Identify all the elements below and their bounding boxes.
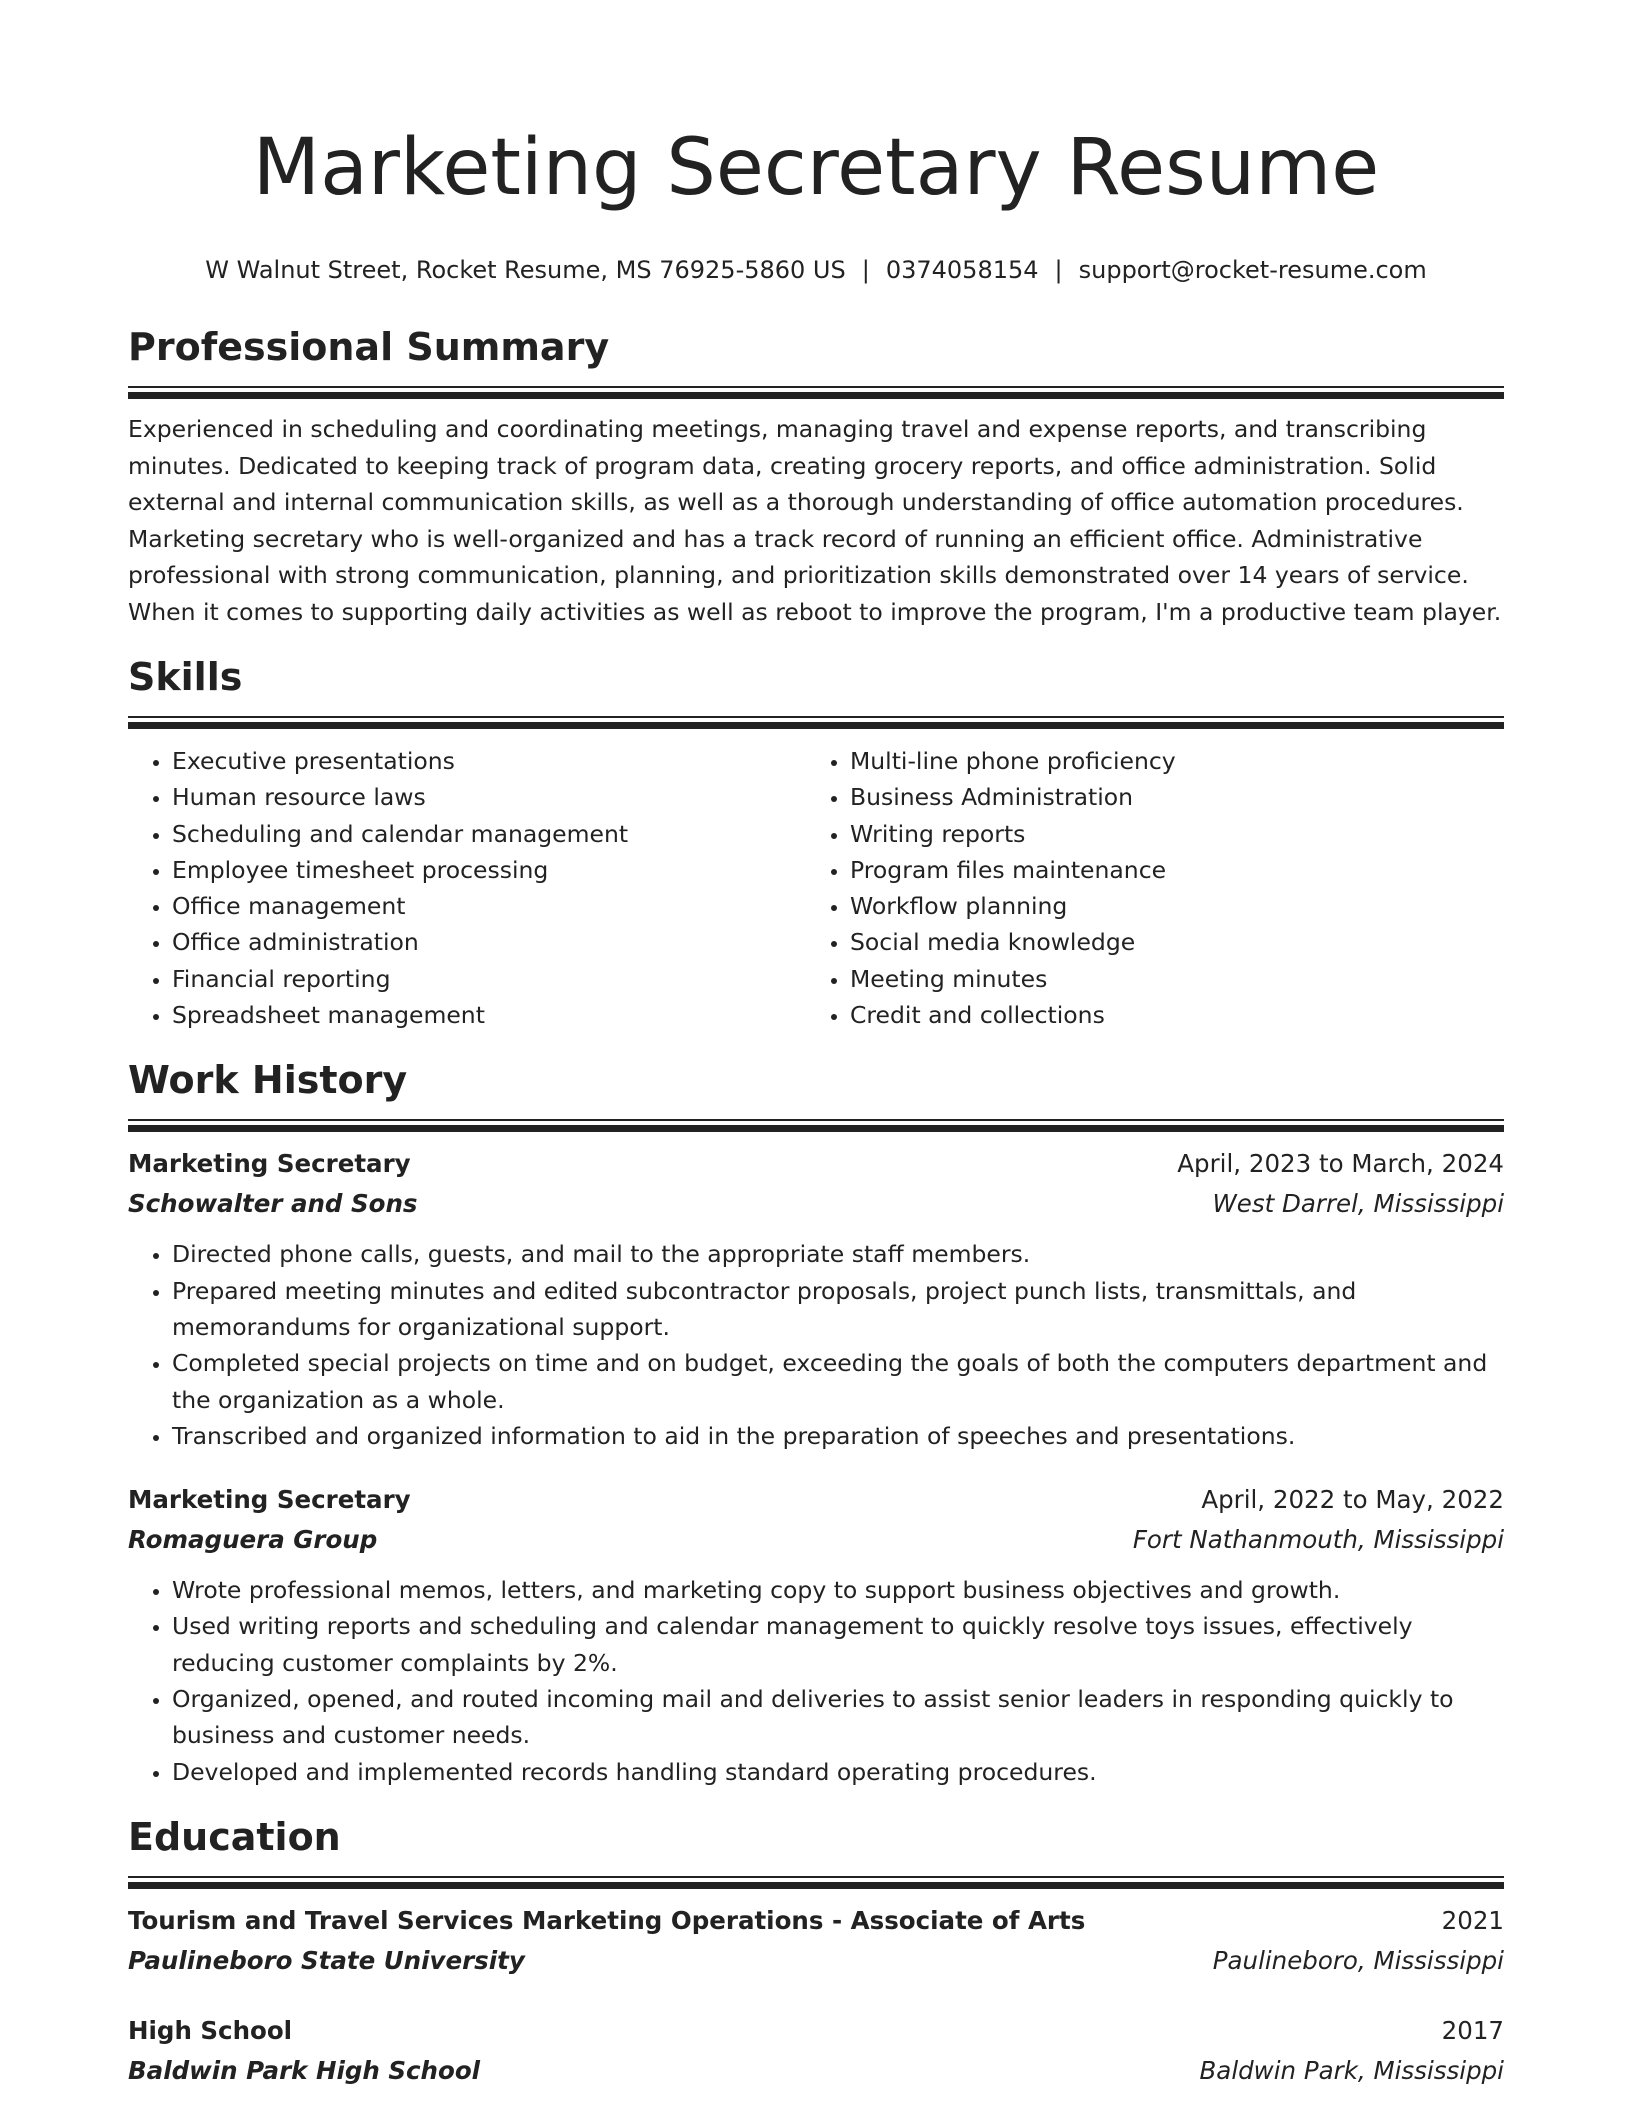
- skill-item: • Workflow planning: [850, 888, 1484, 924]
- skill-item: • Meeting minutes: [850, 961, 1484, 997]
- job-bullet: • Prepared meeting minutes and edited subcontractor proposals, project punch lists, transmittals, and memorandums for organizational support.: [172, 1273, 1504, 1346]
- skill-item: • Executive presentations: [172, 743, 806, 779]
- skill-item: • Human resource laws: [172, 779, 806, 815]
- skill-item: • Writing reports: [850, 816, 1484, 852]
- skill-item: • Financial reporting: [172, 961, 806, 997]
- education-entry: [128, 1901, 1504, 1981]
- job-dates: April, 2023 to March, 2024: [1177, 1149, 1504, 1179]
- skills-section: [128, 652, 1504, 1033]
- resume-title: Marketing Secretary Resume: [252, 123, 1380, 213]
- section-divider: [128, 1119, 1504, 1132]
- contact-phone: 0374058154: [885, 256, 1039, 284]
- skills-column-right: [806, 743, 1484, 1033]
- contact-line: [128, 252, 1504, 288]
- education-section: [128, 1812, 1504, 2091]
- education-degree: High School: [128, 2015, 293, 2045]
- contact-address: W Walnut Street, Rocket Resume, MS 76925-5860 US: [205, 256, 846, 284]
- education-school: Paulineboro State University: [128, 1945, 525, 1975]
- contact-separator: |: [861, 256, 870, 284]
- skill-item: • Multi-line phone proficiency: [850, 743, 1484, 779]
- summary-section: [128, 322, 1504, 630]
- skill-item: • Office management: [172, 888, 806, 924]
- education-degree: Tourism and Travel Services Marketing Operations - Associate of Arts: [128, 1905, 1086, 1935]
- skill-item: • Spreadsheet management: [172, 997, 806, 1033]
- skill-item: • Credit and collections: [850, 997, 1484, 1033]
- section-heading-education: Education: [128, 1814, 341, 1859]
- job-dates: April, 2022 to May, 2022: [1201, 1485, 1504, 1515]
- job-bullet: • Directed phone calls, guests, and mail to the appropriate staff members.: [172, 1236, 1504, 1272]
- job-bullet: • Developed and implemented records handling standard operating procedures.: [172, 1754, 1504, 1790]
- skill-item: • Scheduling and calendar management: [172, 816, 806, 852]
- job-bullet: • Used writing reports and scheduling and calendar management to quickly resolve toys issues, effectively reducing customer complaints by 2%.: [172, 1608, 1504, 1681]
- summary-text: Experienced in scheduling and coordinating meetings, managing travel and expense reports, and transcribing minutes. Dedicated to keeping track of program data, creating grocery reports, and office administration. Solid external and internal communication skills, as well as a thorough understanding of office automation procedures. Marketing secretary who is well-organized and has a track record of running an efficient office. Administrative professional with strong communication, planning, and prioritization skills demonstrated over 14 years of service. When it comes to supporting daily activities as well as reboot to improve the program, I'm a productive team player.: [128, 415, 1502, 626]
- contact-email[interactable]: support@rocket-resume.com: [1078, 256, 1427, 284]
- job-entry: [128, 1480, 1504, 1790]
- resume-page: [128, 0, 1504, 2091]
- job-entry: [128, 1144, 1504, 1454]
- contact-separator: |: [1054, 256, 1063, 284]
- job-location: West Darrel, Mississippi: [1212, 1189, 1504, 1219]
- job-company: Romaguera Group: [128, 1525, 378, 1555]
- section-heading-summary: Professional Summary: [128, 325, 610, 369]
- education-year: 2017: [1441, 2015, 1504, 2045]
- skill-item: • Office administration: [172, 924, 806, 960]
- job-company: Schowalter and Sons: [128, 1189, 418, 1219]
- job-bullet: • Wrote professional memos, letters, and marketing copy to support business objectives and growth.: [172, 1572, 1504, 1608]
- skill-item: • Business Administration: [850, 779, 1484, 815]
- skill-item: • Social media knowledge: [850, 924, 1484, 960]
- skills-columns: [128, 743, 1504, 1033]
- education-location: Paulineboro, Mississippi: [1212, 1945, 1504, 1975]
- section-heading-work: Work History: [128, 1058, 408, 1103]
- section-divider: [128, 1876, 1504, 1889]
- job-location: Fort Nathanmouth, Mississippi: [1132, 1525, 1504, 1555]
- education-entry: [128, 2011, 1504, 2091]
- work-section: [128, 1055, 1504, 1790]
- education-location: Baldwin Park, Mississippi: [1199, 2055, 1504, 2085]
- section-heading-skills: Skills: [128, 655, 243, 699]
- section-divider: [128, 716, 1504, 729]
- education-year: 2021: [1441, 1905, 1504, 1935]
- education-school: Baldwin Park High School: [128, 2055, 481, 2085]
- job-bullet: • Transcribed and organized information to aid in the preparation of speeches and presentations.: [172, 1418, 1504, 1454]
- skill-item: • Program files maintenance: [850, 852, 1484, 888]
- job-bullet: • Organized, opened, and routed incoming mail and deliveries to assist senior leaders in responding quickly to business and customer needs.: [172, 1681, 1504, 1754]
- job-title: Marketing Secretary: [128, 1485, 411, 1515]
- section-divider: [128, 386, 1504, 399]
- skill-item: • Employee timesheet processing: [172, 852, 806, 888]
- job-title: Marketing Secretary: [128, 1149, 411, 1179]
- job-bullet: • Completed special projects on time and on budget, exceeding the goals of both the computers department and the organization as a whole.: [172, 1345, 1504, 1418]
- skills-column-left: [128, 743, 806, 1033]
